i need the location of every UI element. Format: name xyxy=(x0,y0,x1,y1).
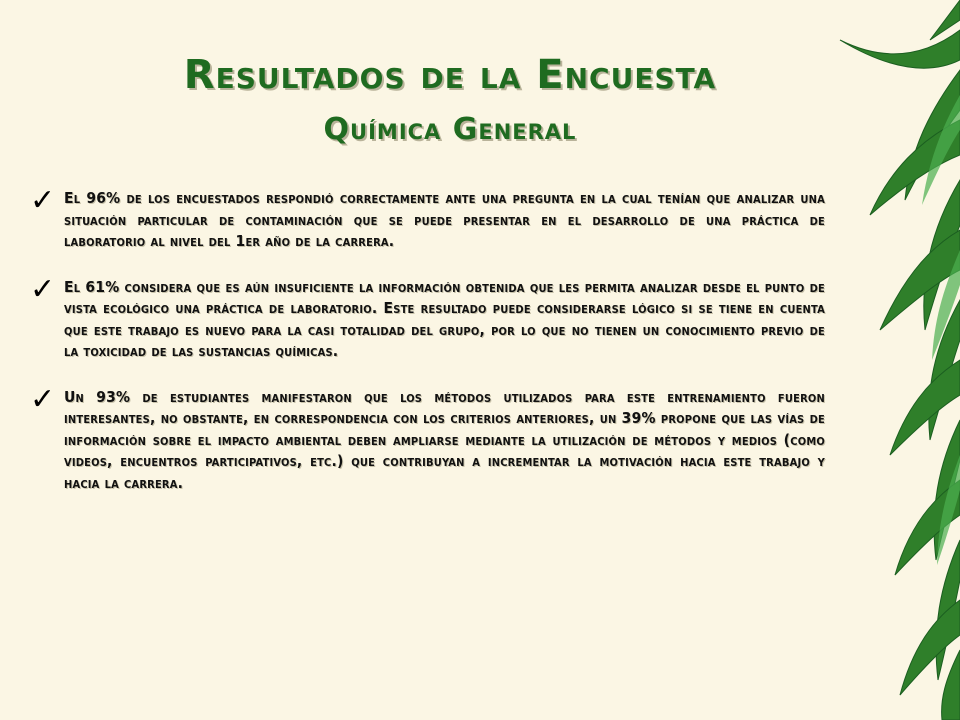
bullet-item xyxy=(30,183,825,253)
checkmark-icon: ✓ xyxy=(30,183,56,218)
bullet-text: Un 93% de estudiantes manifestaron que los métodos utilizados para este entrenamiento fueron interesantes, no obstante, en correspondencia con los criterios anteriores, un 39% propone que las vías de información sobre el impacto ambiental deben ampliarse mediante la utilización de métodos y medios (como videos, encuentros participativos, etc.) que contribuyan a incrementar la motivación hacia este trabajo y hacia la carrera. xyxy=(64,387,825,492)
checkmark-icon: ✓ xyxy=(30,271,56,307)
bullet-list xyxy=(30,183,825,518)
slide-title: Resultados de la Encuesta xyxy=(183,52,717,98)
bamboo-leaves-decoration xyxy=(810,0,960,720)
bullet-item xyxy=(30,271,825,363)
bullet-text: El 96% de los encuestados respondió correctamente ante una pregunta en la cual tenían que analizar una situación particular de contaminación que se puede presentar en el desarrollo de una práctica de laboratorio al nivel del 1er año de la carrera. xyxy=(64,189,825,250)
bullet-text: El 61% considera que es aún insuficiente la información obtenida que les permita analizar desde el punto de vista ecológico una práctica de laboratorio. Este resultado puede considerarse lógico si se tiene en cuenta que este trabajo es nuevo para la casi totalidad del grupo, por lo que no tienen un conocimiento previo de la toxicidad de las sustancias químicas. xyxy=(64,277,825,360)
bullet-item xyxy=(30,381,825,495)
checkmark-icon: ✓ xyxy=(30,381,56,417)
slide-subtitle: Química General xyxy=(323,112,577,147)
